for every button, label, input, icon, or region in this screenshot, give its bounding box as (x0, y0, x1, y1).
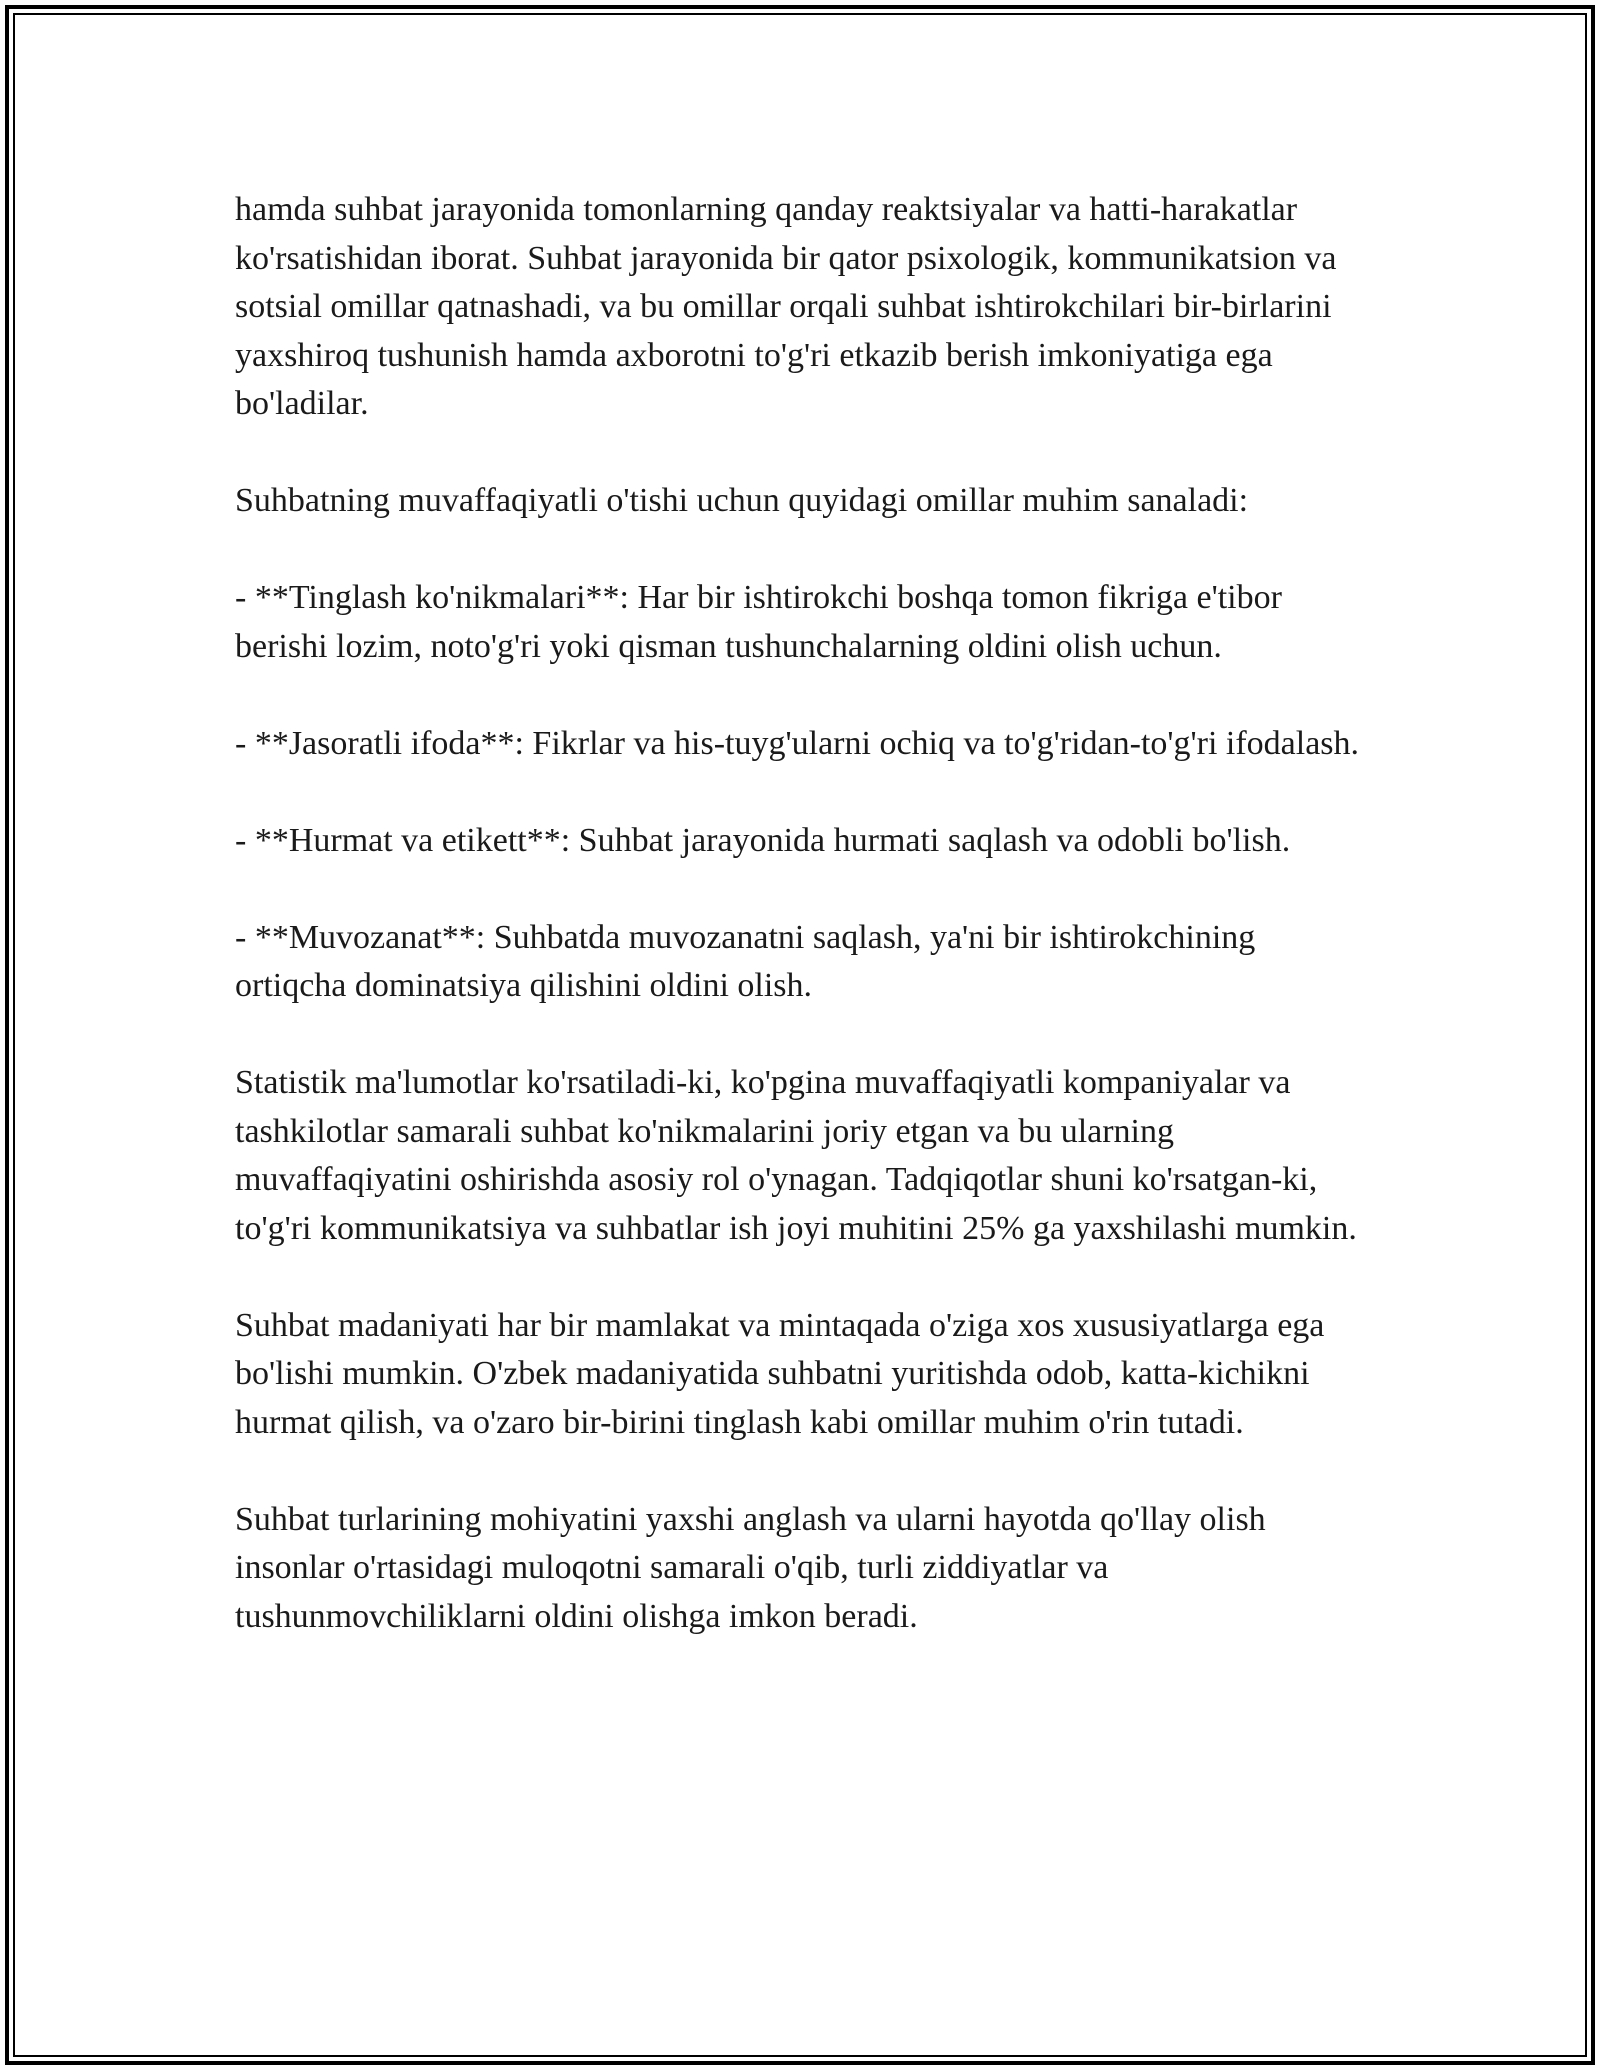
document-body (235, 186, 1375, 1690)
list-item-expression: - **Jasoratli ifoda**: Fikrlar va his-tuyg'ularni ochiq va to'g'ridan-to'g'ri ifodalash. (235, 724, 1360, 762)
paragraph-conclusion: Suhbat turlarining mohiyatini yaxshi anglash va ularni hayotda qo'llay olish insonlar o'rtasidagi muloqotni samarali o'qib, turli ziddiyatlar va tushunmovchiliklarni oldini olishga imkon beradi. (235, 1500, 1266, 1635)
list-item-listening: - **Tinglash ko'nikmalari**: Har bir ishtirokchi boshqa tomon fikriga e'tibor berishi lozim, noto'g'ri yoki qisman tushunchalarning oldini olish uchun. (235, 579, 1282, 665)
list-item-respect: - **Hurmat va etikett**: Suhbat jarayonida hurmati saqlash va odobli bo'lish. (235, 821, 1291, 859)
paragraph-factors-heading: Suhbatning muvaffaqiyatli o'tishi uchun quyidagi omillar muhim sanaladi: (235, 482, 1249, 519)
list-item-balance: - **Muvozanat**: Suhbatda muvozanatni saqlash, ya'ni bir ishtirokchining ortiqcha dominatsiya qilishini oldini olish. (235, 918, 1256, 1004)
paragraph-statistics: Statistik ma'lumotlar ko'rsatiladi-ki, ko'pgina muvaffaqiyatli kompaniyalar va tashkilotlar samarali suhbat ko'nikmalarini joriy etgan va bu ularning muvaffaqiyatini oshirishda asosiy rol o'ynagan. Tadqiqotlar shuni ko'rsatgan-ki, to'g'ri kommunikatsiya va suhbatlar ish joyi muhitini 25% ga yaxshilashi mumkin. (235, 1064, 1357, 1247)
paragraph-culture: Suhbat madaniyati har bir mamlakat va mintaqada o'ziga xos xususiyatlarga ega bo'lishi mumkin. O'zbek madaniyatida suhbatni yuritishda odob, katta-kichikni hurmat qilish, va o'zaro bir-birini tinglash kabi omillar muhim o'rin tutadi. (235, 1306, 1325, 1441)
paragraph-intro: hamda suhbat jarayonida tomonlarning qanday reaktsiyalar va hatti-harakatlar ko'rsatishidan iborat. Suhbat jarayonida bir qator psixologik, kommunikatsion va sotsial omillar qatnashadi, va bu omillar orqali suhbat ishtirokchilari bir-birlarini yaxshiroq tushunish hamda axborotni to'g'ri etkazib berish imkoniyatiga ega bo'ladilar. (235, 191, 1337, 422)
